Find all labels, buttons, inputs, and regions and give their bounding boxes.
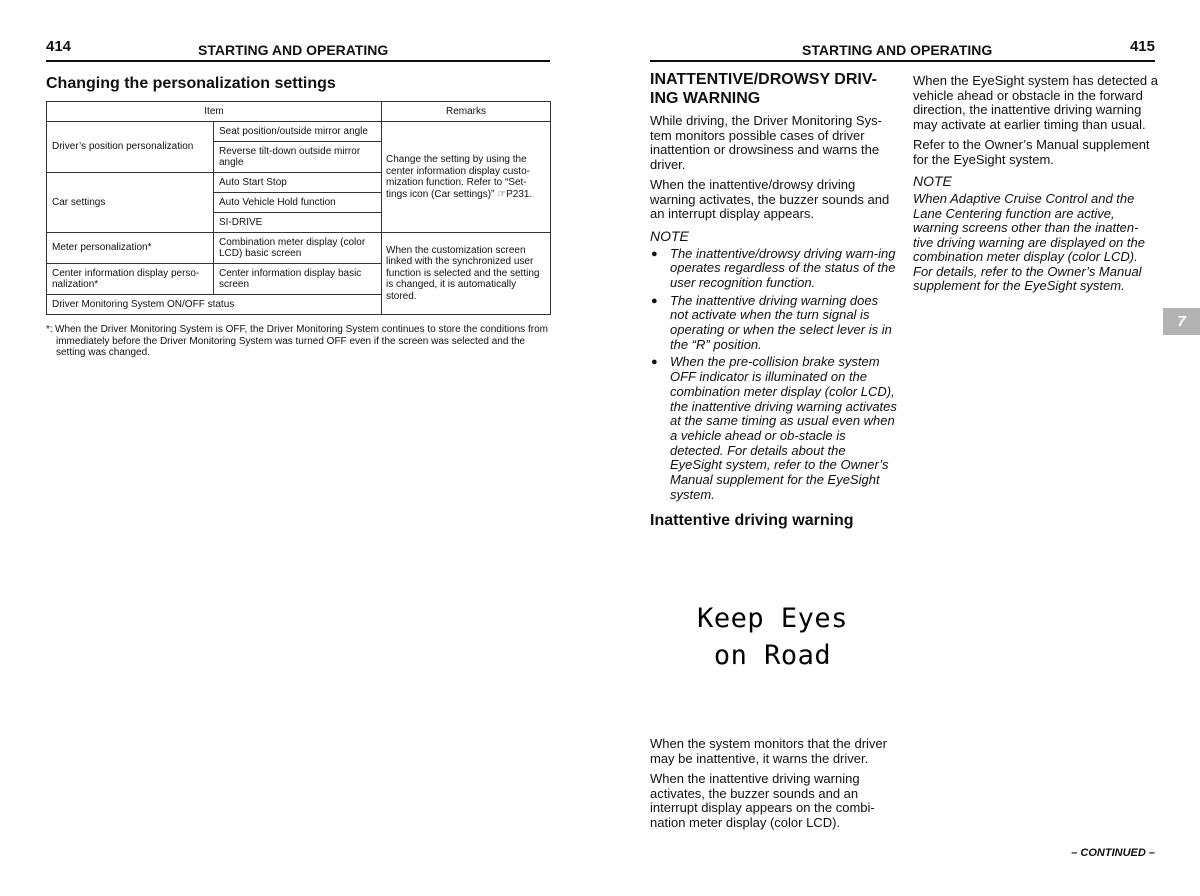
inattentive-warning-subtitle: Inattentive driving warning: [650, 512, 854, 530]
note-text: The inattentive/drowsy driving warn-ing operates regardless of the status of the user recognition function.: [670, 245, 896, 290]
bullet-icon: ●: [651, 356, 658, 369]
body-paragraph: Refer to the Owner’s Manual supplement for the EyeSight system.: [913, 137, 1150, 167]
note-heading: NOTE: [913, 173, 952, 189]
item-meter-personalization: Meter personalization*: [47, 233, 214, 264]
left-page-number: 414: [46, 38, 72, 55]
item-center-info-display: Center information display perso-nalization*: [47, 264, 214, 295]
body-paragraph: When the EyeSight system has detected a vehicle ahead or obstacle in the forward direction, the inattentive driving warning may activate at earlier timing than usual.: [913, 73, 1158, 132]
right-column-1: [650, 70, 898, 530]
note-list: [650, 247, 898, 503]
continued-label: – CONTINUED –: [1071, 847, 1155, 859]
table-footnote: [46, 324, 551, 359]
body-paragraph: When the system monitors that the driver may be inattentive, it warns the driver.: [650, 736, 887, 766]
remark-customization: Change the setting by using the center information display custo-mization function. Refer to “Set-tings icon (Car settings)” ☞P231.: [382, 122, 551, 233]
right-page-number: 415: [1129, 38, 1155, 55]
item-dms-status: Driver Monitoring System ON/OFF status: [47, 295, 382, 315]
warning-section-title: INATTENTIVE/DROWSY DRIV-ING WARNING: [650, 71, 877, 107]
right-column-1-bottom: [650, 737, 898, 836]
chapter-tab: 7: [1163, 308, 1200, 335]
footnote-mark: *:: [46, 324, 53, 335]
bullet-icon: ●: [651, 247, 658, 260]
personalization-section-title: Changing the personalization settings: [46, 75, 336, 92]
sub-item: Auto Vehicle Hold function: [214, 193, 382, 213]
right-column-2: [913, 74, 1158, 294]
sub-item: Seat position/outside mirror angle: [214, 122, 382, 142]
intro-paragraph: When the inattentive/drowsy driving warning activates, the buzzer sounds and an interrupt display appears.: [650, 177, 890, 221]
sub-item: Reverse tilt-down outside mirror angle: [214, 142, 382, 173]
table-row: [47, 233, 551, 264]
item-car-settings: Car settings: [47, 173, 214, 233]
note-heading: NOTE: [650, 227, 689, 244]
right-page-header: [650, 38, 1155, 62]
left-header-title: STARTING AND OPERATING: [198, 42, 389, 58]
sub-item: Combination meter display (color LCD) basic screen: [214, 233, 382, 264]
display-message-line: Keep Eyes: [697, 603, 848, 634]
list-item: [650, 294, 898, 353]
warning-display-illustration: [650, 600, 895, 680]
sub-item: SI-DRIVE: [214, 213, 382, 233]
table-row: [47, 122, 551, 142]
intro-paragraph: While driving, the Driver Monitoring Sys-tem monitors possible cases of driver inattention or drowsiness and warns the driver.: [650, 113, 882, 172]
right-header-title: STARTING AND OPERATING: [802, 42, 993, 58]
left-page-header: [46, 38, 550, 62]
remark-synchronized: When the customization screen linked with the synchronized user function is selected and the setting is changed, it is automatically stored.: [382, 233, 551, 315]
table-header-item: Item: [47, 102, 382, 122]
display-message-line: on Road: [713, 640, 832, 671]
table-header-remarks: Remarks: [382, 102, 551, 122]
note-text: When Adaptive Cruise Control and the Lane Centering function are active, warning screens other than the inatten-tive driving warning are displayed on the combination meter display (color LCD). For details, refer to the Owner’s Manual supplement for the EyeSight system.: [913, 191, 1145, 293]
list-item: [650, 355, 898, 502]
sub-item: Auto Start Stop: [214, 173, 382, 193]
item-drivers-position: Driver’s position personalization: [47, 122, 214, 173]
table-header-row: [47, 102, 551, 122]
sub-item: Center information display basic screen: [214, 264, 382, 295]
personalization-settings-table: [46, 101, 551, 315]
footnote-text: When the Driver Monitoring System is OFF, the Driver Monitoring System continues to store the conditions from immediately before the Driver Monitoring System was turned OFF even if the screen was selected and the setting was changed.: [55, 324, 548, 358]
list-item: [650, 247, 898, 291]
note-text: When the pre-collision brake system OFF indicator is illuminated on the combination meter display (color LCD), the inattentive driving warning activates at the same timing as usual even when a vehicle ahead or ob-stacle is detected. For details about the EyeSight system, refer to the Owner’s Manual supplement for the EyeSight system.: [670, 354, 897, 502]
note-text: The inattentive driving warning does not activate when the turn signal is operating or when the select lever is in the “R” position.: [670, 292, 892, 352]
body-paragraph: When the inattentive driving warning activates, the buzzer sounds and an interrupt display appears on the combi-nation meter display (color LCD).: [650, 771, 875, 830]
bullet-icon: ●: [651, 294, 658, 307]
